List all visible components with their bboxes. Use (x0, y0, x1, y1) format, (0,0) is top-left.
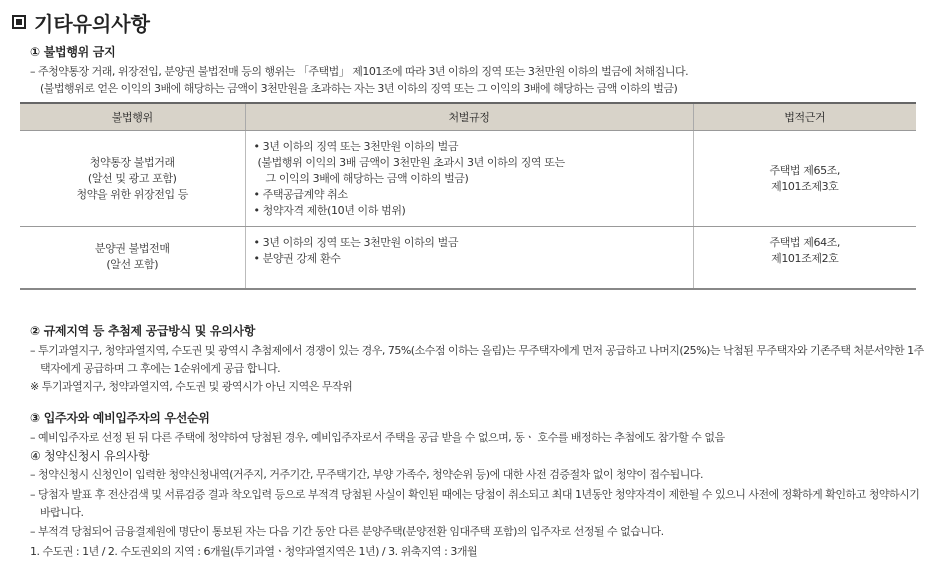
act-text: 청약통장 불법거래 (89, 155, 175, 169)
law-text: 제101조제2호 (771, 252, 839, 265)
illegal-acts-line-1: – 주청약통장 거래, 위장전입, 분양권 불법전매 등의 행위는 「주택법」 제101조에 따라 3년 이하의 징역 또는 3천만원 이하의 벌금에 처해집니다. (30, 65, 689, 78)
law-text: 주택법 제65조, (769, 163, 841, 177)
penalty-item: • 3년 이하의 징역 또는 3천만원 이하의 벌금 (253, 139, 459, 153)
penalty-item: • 주택공급계약 취소 (253, 187, 348, 201)
table-cell-penalty (245, 227, 693, 289)
section-heading-application: ④ 청약신청시 유의사항 (30, 449, 150, 463)
penalty-item: • 청약자격 제한(10년 이하 범위) (253, 203, 406, 217)
table-cell-act (20, 227, 245, 289)
law-text: 주택법 제64조, (769, 236, 841, 249)
priority-line-1: – 예비입주자로 선정 된 뒤 다른 주택에 청약하여 당첨된 경우, 예비입주자로서 주택을 공급 받을 수 없으며, 동ㆍ 호수를 배정하는 추첨에도 참가할 수 없음 (30, 431, 725, 444)
penalty-table (20, 102, 916, 290)
application-line-3: 바랍니다. (40, 506, 84, 519)
act-text: (알선 및 광고 포함) (87, 171, 177, 185)
section-heading-priority: ③ 입주자와 예비입주자의 우선순위 (30, 411, 210, 425)
column-header-law: 법적근거 (693, 103, 916, 131)
table-row (20, 131, 916, 227)
table-row (20, 227, 916, 289)
lottery-line-1: – 투기과열지구, 청약과열지역, 수도권 및 광역시 추첨제에서 경쟁이 있는 경우, 75%(소수점 이하는 올림)는 무주택자에게 먼저 공급하고 나머지(25%)는 낙첨된 무주택자와 기존주택 처분서약한 1주 (30, 344, 924, 357)
act-text: 분양권 불법전매 (94, 242, 170, 256)
illegal-acts-line-2: (불법행위로 얻은 이익의 3배에 해당하는 금액이 3천만원을 초과하는 자는 3년 이하의 징역 또는 그 이익의 3배에 해당하는 금액 이하의 벌금) (40, 82, 678, 95)
penalty-item: • 분양권 강제 환수 (253, 252, 341, 265)
act-text: (알선 포함) (106, 258, 159, 272)
law-text: 제101조제3호 (771, 179, 839, 193)
penalty-item: • 3년 이하의 징역 또는 3천만원 이하의 벌금 (253, 236, 459, 249)
table-cell-act (20, 131, 245, 227)
column-header-penalty: 처벌규정 (245, 103, 693, 131)
penalty-subtext: 그 이익의 3배에 해당하는 금액 이하의 벌금) (265, 171, 469, 185)
column-header-act: 불법행위 (20, 103, 245, 131)
page-title (12, 8, 150, 36)
act-text: 청약을 위한 위장전입 등 (76, 187, 189, 201)
application-line-4: – 부적격 당첨되어 금융결제원에 명단이 통보된 자는 다음 기간 동안 다른 분양주택(분양전환 임대주택 포함)의 입주자로 선정될 수 없습니다. (30, 525, 664, 538)
application-line-2: – 당첨자 발표 후 전산검색 및 서류검증 결과 착오입력 등으로 부적격 당첨된 사실이 확인된 때에는 당첨이 취소되고 최대 1년동안 청약자격이 제한될 수 있으니 사전에 정확하게 확인하고 청약하시기 (30, 488, 920, 501)
penalty-subtext: (불법행위 이익의 3배 금액이 3천만원 초과시 3년 이하의 징역 또는 (257, 155, 565, 169)
section-heading-lottery-supply: ② 규제지역 등 추첨제 공급방식 및 유의사항 (30, 324, 256, 338)
penalty-table-header-row (20, 103, 916, 131)
section-heading-illegal-acts: ① 불법행위 금지 (30, 45, 116, 59)
table-cell-law (693, 227, 916, 289)
page-title-text: 기타유의사항 (34, 11, 150, 36)
square-bullet-icon (12, 15, 26, 29)
lottery-note: ※ 투기과열지구, 청약과열지역, 수도권 및 광역시가 아닌 지역은 무작위 (30, 380, 353, 393)
application-line-5: 1. 수도권 : 1년 / 2. 수도권외의 지역 : 6개월(투기과열ㆍ청약과열지역은 1년) / 3. 위축지역 : 3개월 (30, 545, 478, 558)
application-line-1: – 청약신청시 신청인이 입력한 청약신청내역(거주지, 거주기간, 무주택기간, 부양 가족수, 청약순위 등)에 대한 사전 검증절차 없이 청약이 접수됩니다. (30, 468, 703, 481)
table-cell-penalty (245, 131, 693, 227)
lottery-line-2: 택자에게 공급하며 그 후에는 1순위에게 공급 합니다. (40, 362, 281, 375)
table-cell-law (693, 131, 916, 227)
